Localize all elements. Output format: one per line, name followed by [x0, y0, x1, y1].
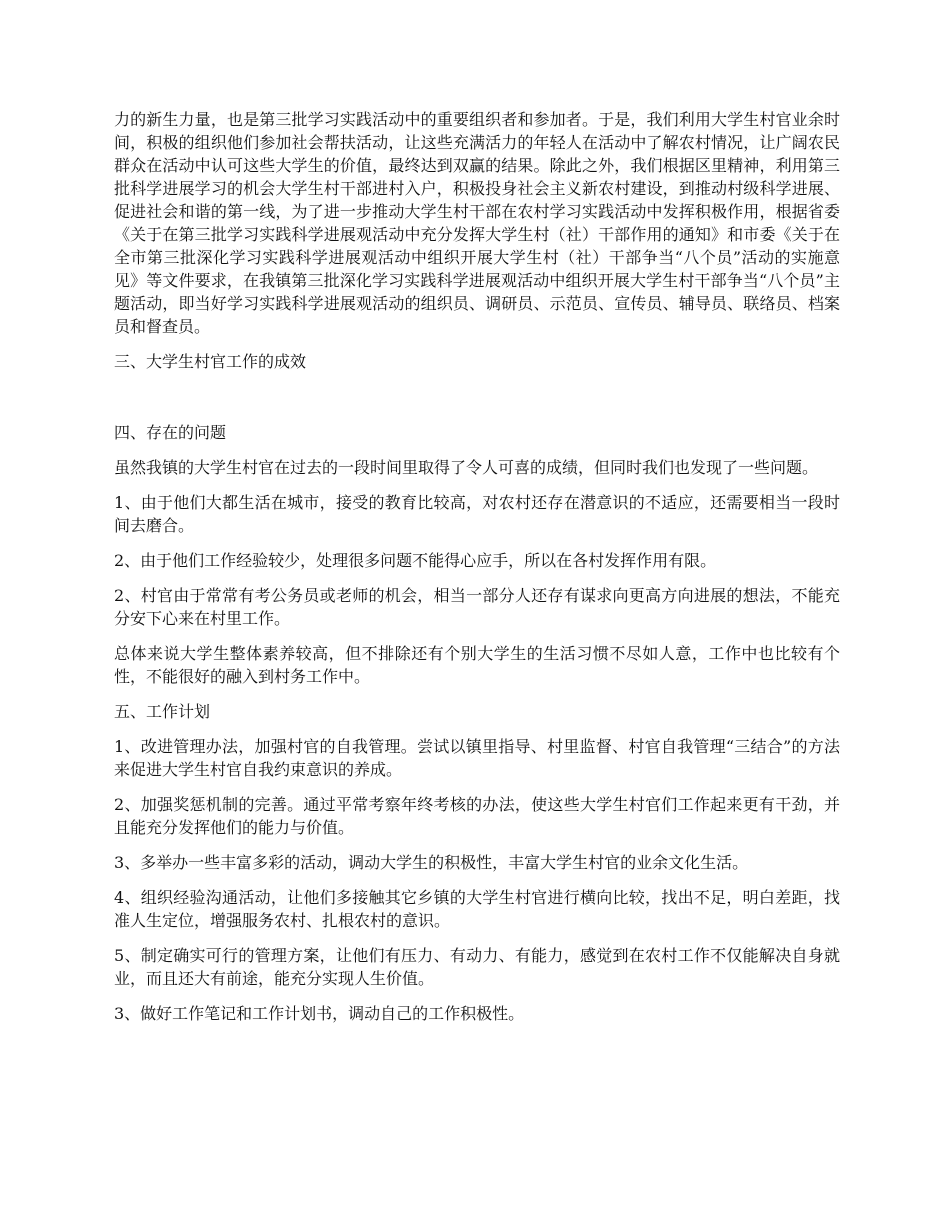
plan-item-5: 5、制定确实可行的管理方案，让他们有压力、有动力、有能力，感觉到在农村工作不仅能解决自身就业，而且还大有前途，能充分实现人生价值。 [114, 946, 840, 988]
problems-summary-paragraph: 总体来说大学生整体素养较高，但不排除还有个别大学生的生活习惯不尽如人意，工作中也比较有个性，不能很好的融入到村务工作中。 [114, 644, 840, 686]
section-heading-plan: 五、工作计划 [114, 702, 211, 721]
intro-paragraph: 力的新生力量，也是第三批学习实践活动中的重要组织者和参加者。于是，我们利用大学生村官业余时间，积极的组织他们参加社会帮扶活动，让这些充满活力的年轻人在活动中了解农村情况，让广阔农民群众在活动中认可这些大学生的价值，最终达到双赢的结果。除此之外，我们根据区里精神，利用第三批科学进展学习的机会大学生村干部进村入户，积极投身社会主义新农村建设，到推动村级科学进展、促进社会和谐的第一线，为了进一步推动大学生村干部在农村学习实践活动中发挥积极作用，根据省委《关于在第三批学习实践科学进展观活动中充分发挥大学生村（社）干部作用的通知》和市委《关于在全市第三批深化学习实践科学进展观活动中组织开展大学生村（社）干部争当“八个员”活动的实施意见》等文件要求，在我镇第三批深化学习实践科学进展观活动中组织开展大学生村干部争当“八个员”主题活动，即当好学习实践科学进展观活动的组织员、调研员、示范员、宣传员、辅导员、联络员、档案员和督查员。 [114, 110, 840, 336]
plan-item-6: 3、做好工作笔记和工作计划书，调动自己的工作积极性。 [114, 1004, 525, 1023]
section-heading-problems: 四、存在的问题 [114, 423, 227, 442]
blank-space [114, 385, 840, 421]
plan-item-2: 2、加强奖惩机制的完善。通过平常考察年终考核的办法，使这些大学生村官们工作起来更有干劲，并且能充分发挥他们的能力与价值。 [114, 795, 840, 837]
problems-intro-paragraph: 虽然我镇的大学生村官在过去的一段时间里取得了令人可喜的成绩，但同时我们也发现了一些问题。 [114, 458, 819, 477]
plan-item-1: 1、改进管理办法，加强村官的自我管理。尝试以镇里指导、村里监督、村官自我管理“三结合”的方法来促进大学生村官自我约束意识的养成。 [114, 737, 840, 779]
problem-item-1: 1、由于他们大都生活在城市，接受的教育比较高，对农村还存在潜意识的不适应，还需要相当一段时间去磨合。 [114, 493, 840, 535]
plan-item-3: 3、多举办一些丰富多彩的活动，调动大学生的积极性，丰富大学生村官的业余文化生活。 [114, 853, 749, 872]
problem-item-2: 2、由于他们工作经验较少，处理很多问题不能得心应手，所以在各村发挥作用有限。 [114, 551, 717, 570]
section-heading-results: 三、大学生村官工作的成效 [114, 352, 307, 371]
document-page [114, 108, 840, 1037]
problem-item-3: 2、村官由于常常有考公务员或老师的机会，相当一部分人还存有谋求向更高方向进展的想法，不能充分安下心来在村里工作。 [114, 586, 840, 628]
plan-item-4: 4、组织经验沟通活动，让他们多接触其它乡镇的大学生村官进行横向比较，找出不足，明白差距，找准人生定位，增强服务农村、扎根农村的意识。 [114, 888, 840, 930]
